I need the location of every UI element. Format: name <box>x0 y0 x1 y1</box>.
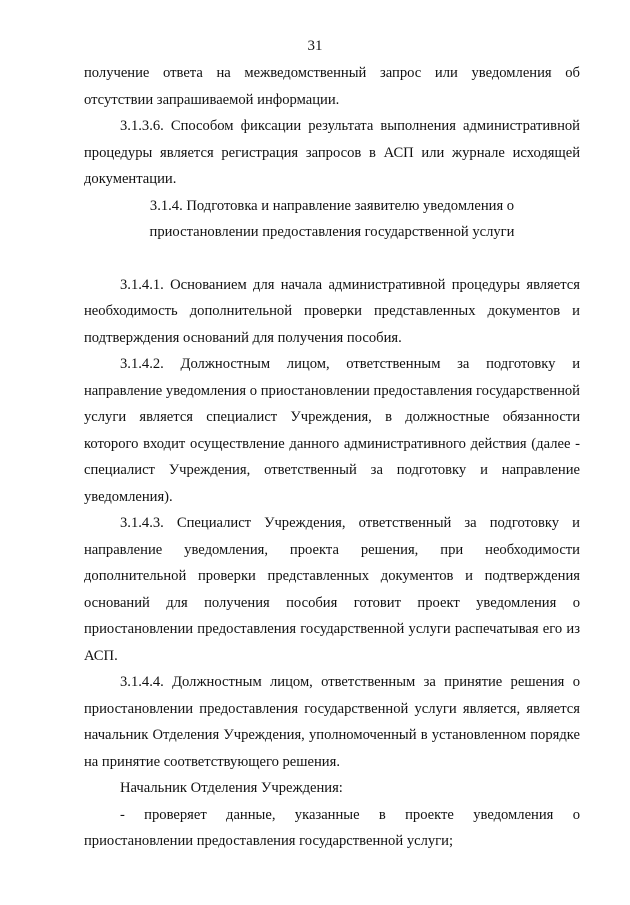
paragraph-3-1-4-2: 3.1.4.2. Должностным лицом, ответственным за подготовку и направление уведомления о приостановлении предоставления государственной услуги является специалист Учреждения, в должностные обязанности которого входит осуществление данного административного действия (далее - специалист Учреждения, ответственный за подготовку и направление уведомления). <box>84 356 580 505</box>
page-number: 31 <box>307 38 323 54</box>
paragraph-3-1-4-3: 3.1.4.3. Специалист Учреждения, ответственный за подготовку и направление уведомления, проекта решения, при необходимости дополнительной проверки представленных документов и подтверждения оснований для получения пособия готовит проект уведомления о приостановлении предоставления государственной услуги распечатывая его из АСП. <box>84 515 580 664</box>
document-body <box>84 60 580 855</box>
paragraph-head-of-department: Начальник Отделения Учреждения: <box>120 780 343 796</box>
section-heading-line-2: приостановлении предоставления государственной услуги <box>149 224 515 240</box>
paragraph-3-1-4-1: 3.1.4.1. Основанием для начала административной процедуры является необходимость дополнительной проверки представленных документов и подтверждения оснований для получения пособия. <box>84 276 580 346</box>
list-item-check-data: - проверяет данные, указанные в проекте уведомления о приостановлении предоставления государственной услуги; <box>84 806 580 849</box>
spacer <box>84 246 580 272</box>
section-heading-line-1: 3.1.4. Подготовка и направление заявителю уведомления о <box>149 197 515 214</box>
paragraph-continuation: получение ответа на межведомственный запрос или уведомления об отсутствии запрашиваемой информации. <box>84 65 580 108</box>
paragraph-3-1-4-4: 3.1.4.4. Должностным лицом, ответственным за принятие решения о приостановлении предоставления государственной услуги является, является начальник Отделения Учреждения, уполномоченный в установленном порядке на принятие соответствующего решения. <box>84 674 580 770</box>
paragraph-3-1-3-6: 3.1.3.6. Способом фиксации результата выполнения административной процедуры является регистрация запросов в АСП или журнале исходящей документации. <box>84 118 580 187</box>
